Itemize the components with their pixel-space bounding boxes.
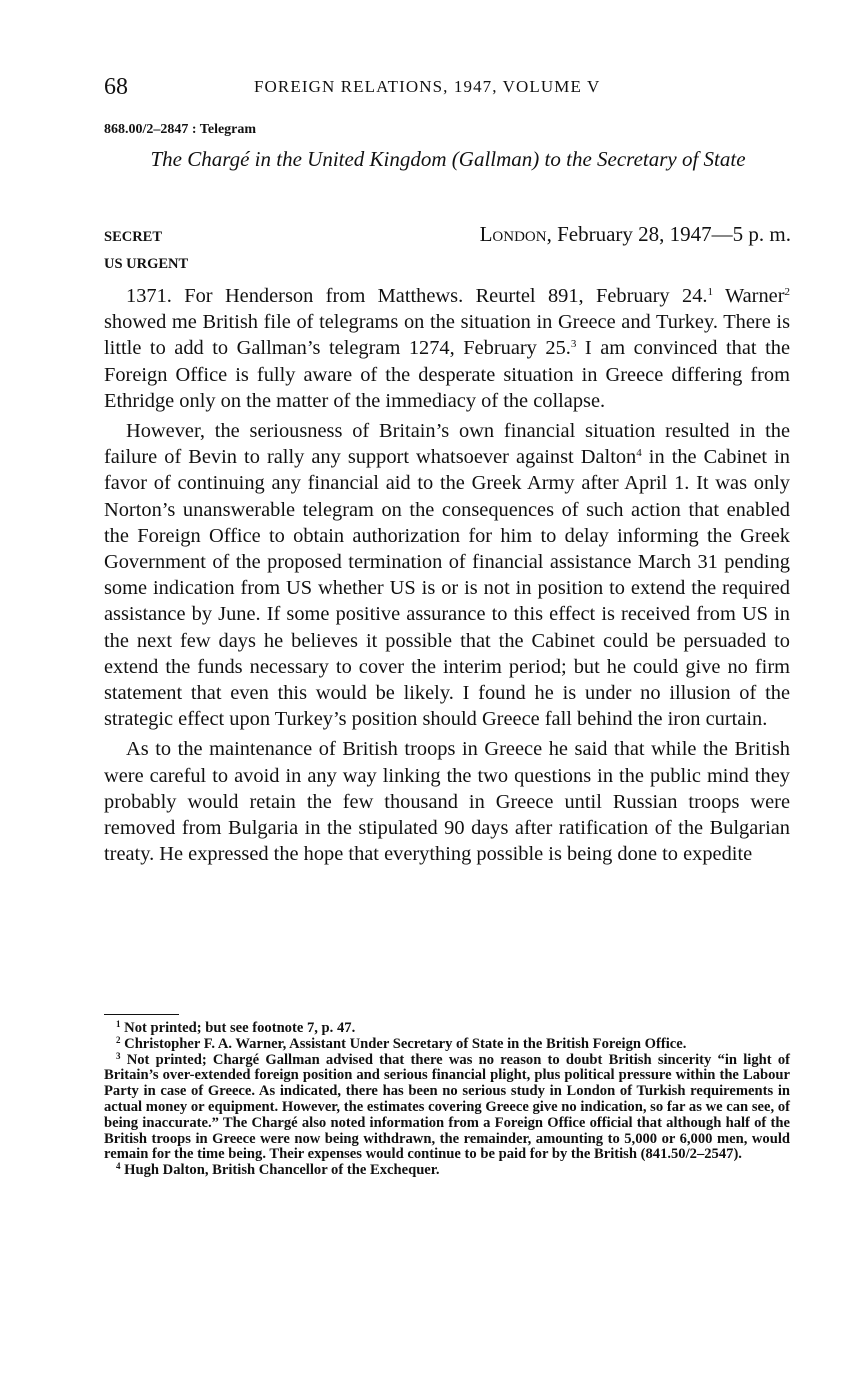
footnote: $^2$ Christopher F. A. Warner, Assistant Under Secretary of State in the British Foreign Office.: [116, 1034, 687, 1052]
page-number: 68: [104, 74, 128, 100]
document-file-number: 868.00/2–2847 : Telegram: [104, 122, 257, 137]
footnote-divider: [104, 1014, 179, 1015]
dateline-place: London: [479, 222, 547, 246]
footnote-ref: 2: [784, 286, 790, 298]
body-paragraph: 1371. For Henderson from Matthews. Reurtel 891, February 24.$^1$ Warner$^2$ showed me British file of telegrams on the situation in Greece and Turkey. There is little to add to Gallman’s telegram 1274, February 25.$^3$ I am convinced that the Foreign Office is fully aware of the desperate situation in Greece differing from Ethridge only on the matter of the immediacy of the collapse.: [104, 285, 790, 412]
footnote-ref: 4: [636, 447, 642, 460]
footnote: $^4$ Hugh Dalton, British Chancellor of the Exchequer.: [116, 1161, 440, 1179]
body-paragraph: As to the maintenance of British troops in Greece he said that while the British were careful to avoid in any way linking the two questions in the public mind they probably would retain the few thousand in Greece until Russian troops were removed from Bulgaria in the stipulated 90 days after ratification of the Bulgarian treaty. He expressed the hope that everything possible is being done to expedite: [104, 738, 790, 866]
footnote: $^3$ Not printed; Chargé Gallman advised that there was no reason to doubt British sincerity “in light of Britain’s over-extended foreign position and serious financial plight, plus political pressure within the Labour Party in case of Greece. As indicated, there has been no serious study in London of Turkish requirements in actual money or equipment. However, the estimates covering Greece give no indication, so far as we can see, of being inaccurate.” The Chargé also noted information from a Foreign Office official that although half of the British troops in Greece were now being withdrawn, the remainder, amounting to 5,000 or 6,000 men, would remain for the time being. Their expenses would continue to be paid for by the British (841.50/2–2547).: [104, 1050, 790, 1163]
classification-label: SECRET: [104, 229, 163, 245]
footnote-ref: 3: [570, 338, 577, 351]
dateline: [480, 222, 791, 247]
footnote: $^1$ Not printed; but see footnote 7, p. 47.: [116, 1019, 356, 1036]
body-paragraph: However, the seriousness of Britain’s own financial situation resulted in the failure of Bevin to rally any support whatsoever against Dalton$^4$ in the Cabinet in favor of continuing any financial aid to the Greek Army after April 1. It was only Norton’s unanswerable telegram on the consequences of such action that enabled the Foreign Office to obtain authorization for him to delay informing the Greek Government of the proposed termination of financial assistance March 31 pending some indication from US whether US is or is not in position to extend the required assistance by June. If some positive assurance to this effect is received from US in the next few days he believes it possible that the Cabinet could be persuaded to extend the funds necessary to cover the interim period; but he could give no firm statement that even this would be likely. I found he is under no illusion of the strategic effect upon Turkey’s position should Greece fall behind the iron curtain.: [104, 420, 790, 731]
urgency-label: US URGENT: [104, 256, 189, 272]
running-title: FOREIGN RELATIONS, 1947, VOLUME V: [254, 77, 601, 96]
footnotes: [104, 1021, 790, 1179]
document-heading: The Chargé in the United Kingdom (Gallman) to the Secretary of State: [150, 147, 746, 171]
page-header: [104, 74, 792, 102]
dateline-date: , February 28, 1947—5 p. m.: [546, 222, 791, 246]
footnote-ref: 1: [707, 286, 713, 298]
telegram-body: [104, 283, 790, 867]
